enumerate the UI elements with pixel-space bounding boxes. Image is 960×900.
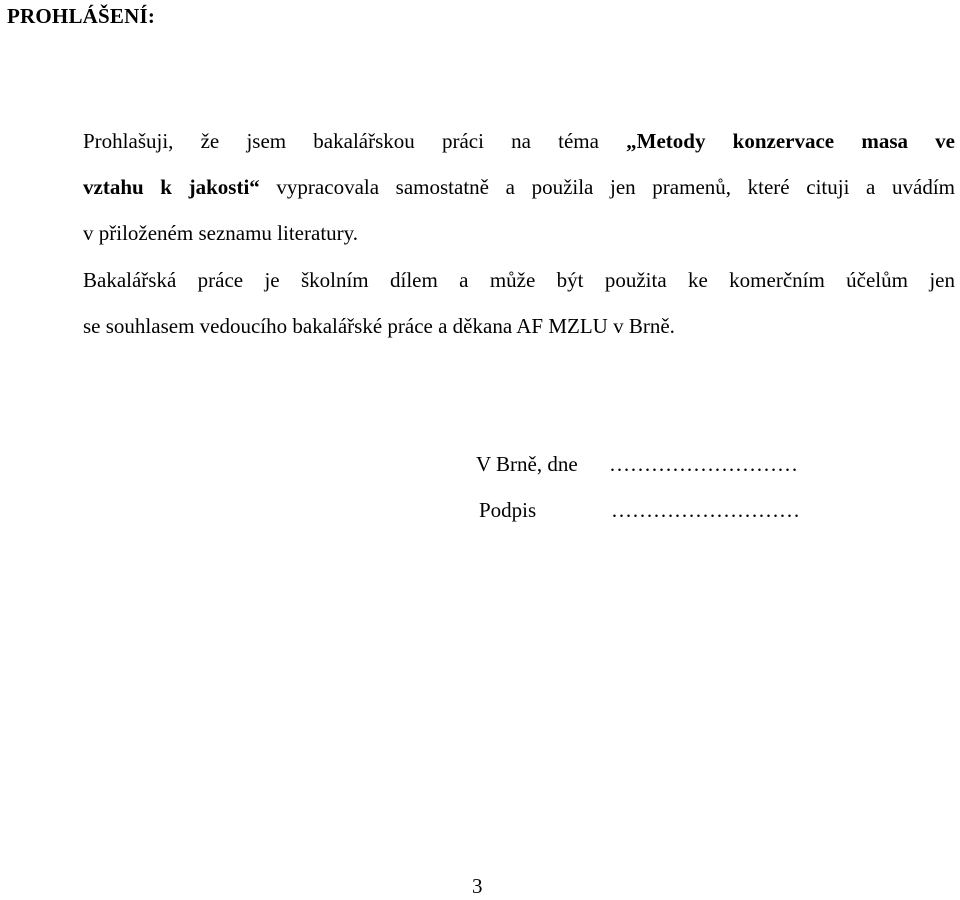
declaration-line-2 (7, 164, 955, 210)
declaration-text: Prohlašuji, že jsem bakalářskou práci na téma (83, 129, 627, 153)
declaration-paragraph (7, 118, 955, 256)
declaration-text-cont: vypracovala samostatně a použila jen pramenů, které cituji a uvádím (259, 175, 955, 199)
signature-label: Podpis (479, 498, 537, 522)
usage-paragraph (7, 257, 955, 349)
page-title: PROHLÁŠENÍ: (7, 4, 156, 28)
declaration-line-3: v přiloženém seznamu literatury. (83, 221, 359, 245)
date-dotted-line: ……………………… (609, 452, 798, 476)
usage-line-1: Bakalářská práce je školním dílem a může být použita ke komerčním účelům jen (83, 268, 955, 292)
usage-line-2: se souhlasem vedoucího bakalářské práce a děkana AF MZLU v Brně. (83, 314, 675, 338)
declaration-line-1 (7, 118, 955, 164)
page-number: 3 (472, 874, 483, 898)
thesis-title-part-1: „Metody konzervace masa ve (626, 129, 956, 153)
thesis-title-part-2: vztahu k jakosti“ (83, 175, 260, 199)
place-date-label: V Brně, dne (476, 452, 578, 476)
signature-dotted-line: ……………………… (611, 498, 800, 522)
